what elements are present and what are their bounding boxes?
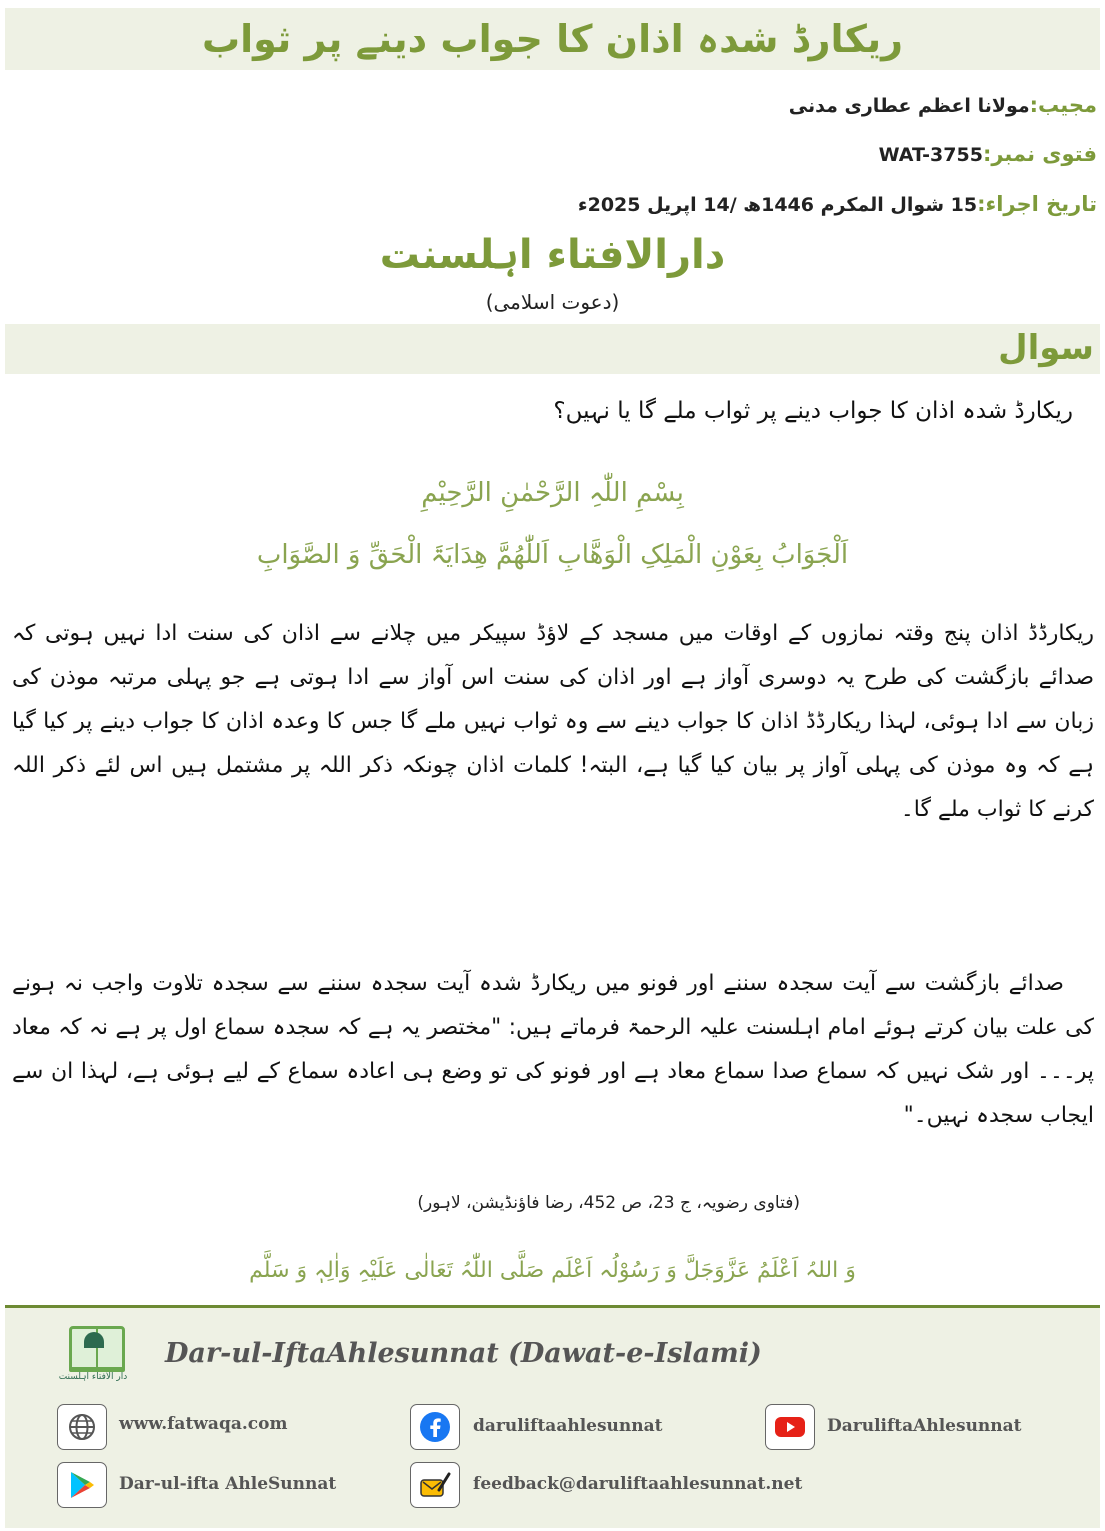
play-store-link[interactable]: Dar-ul-ifta AhleSunnat — [119, 1474, 337, 1494]
website-link[interactable]: www.fatwaqa.com — [119, 1414, 288, 1434]
answer-paragraph-2: صدائے بازگشت سے آیت سجدہ سننے اور فونو میں ریکارڈ شدہ آیت سجدہ سننے سے سجدہ تلاوت واجب نہ ہونے کی علت بیان کرتے ہوئے امام اہلسنت علیہ الرحمۃ فرماتے ہیں: "مختصر یہ ہے کہ سجدہ سماع اول پر ہے نہ کہ معاد پر۔۔۔ اور شک نہیں کہ سماع صدا سماع معاد ہے اور فونو کی تو وضع ہی اعادہ سماع کے لیے ہوئی ہے، لہذا ان سے ایجاب سجدہ نہیں۔" — [12, 971, 1094, 1128]
title-band — [5, 8, 1100, 70]
facebook-icon[interactable] — [410, 1404, 460, 1450]
youtube-icon[interactable] — [765, 1404, 815, 1450]
feedback-mail-icon[interactable] — [410, 1462, 460, 1508]
mujeeb-row — [789, 93, 1097, 117]
fatwa-number-value: WAT-3755 — [878, 144, 983, 166]
bismillah: بِسْمِ اللّٰہِ الرَّحْمٰنِ الرَّحِیْمِ — [421, 478, 684, 508]
mujeeb-value: مولانا اعظم عطاری مدنی — [788, 95, 1030, 117]
website-icon[interactable] — [57, 1404, 107, 1450]
issue-date-value: 15 شوال المکرم 1446ھ /14 اپریل 2025ء — [577, 194, 978, 216]
mujeeb-label: مجیب: — [1029, 93, 1097, 117]
issue-date-row — [578, 192, 1097, 216]
question-text: ریکارڈ شدہ اذان کا جواب دینے پر ثواب ملے گا یا نہیں؟ — [553, 398, 1073, 424]
fatwa-number-row — [879, 142, 1097, 166]
issue-date-label: تاریخ اجراء: — [977, 192, 1097, 216]
youtube-link[interactable]: DaruliftaAhlesunnat — [827, 1416, 1022, 1436]
brand-name: Dar-ul-IftaAhlesunnat (Dawat-e-Islami) — [165, 1338, 762, 1369]
dome-icon — [84, 1332, 104, 1348]
jawab-invocation: اَلْجَوَابُ بِعَوْنِ الْمَلِکِ الْوَھَّابِ اَللّٰھُمَّ ھِدَایَۃَ الْحَقِّ وَ الصَّوَابِ — [256, 540, 849, 570]
dar-ul-ifta-logo — [47, 1322, 139, 1392]
question-heading: سوال — [998, 328, 1094, 368]
organization-subtitle: (دعوت اسلامی) — [485, 290, 620, 314]
page-title: ریکارڈ شدہ اذان کا جواب دینے پر ثواب — [201, 17, 904, 61]
feedback-email-link[interactable]: feedback@daruliftaahlesunnat.net — [473, 1474, 803, 1494]
organization-name: دارالافتاء اہلسنت — [379, 232, 726, 278]
question-section-band — [5, 324, 1100, 374]
footer — [5, 1305, 1100, 1528]
citation-reference: (فتاوی رضویہ، ج 23، ص 452، رضا فاؤنڈیشن، لاہور) — [417, 1193, 800, 1213]
closing-invocation: وَ اللہُ اَعْلَمُ عَزَّوَجَلَّ وَ رَسُوْلُہ اَعْلَم صَلَّی اللّٰہُ تَعَالٰی عَلَیْہِ وَاٰلِہٖ وَ سَلَّم — [249, 1258, 856, 1283]
answer-paragraph-1: ریکارڈڈ اذان پنج وقتہ نمازوں کے اوقات میں مسجد کے لاؤڈ سپیکر میں چلانے سے اذان کی سنت ادا نہیں ہوتی کہ صدائے بازگشت کی طرح یہ دوسری آواز ہے اور اذان کی سنت اس آواز سے ادا ہوتی ہے جو پہلی مرتبہ موذن کی زبان سے ادا ہوئی، لہذا ریکارڈڈ اذان کا جواب دینے سے وہ ثواب نہیں ملے گا جس کا وعدہ اذان کا جواب دینے پر کیا گیا ہے کہ وہ موذن کی پہلی آواز پر بیان کیا گیا ہے، البتہ! کلمات اذان چونکہ ذکر اللہ پر مشتمل ہیں اس لئے ذکر اللہ کرنے کا ثواب ملے گا۔ — [12, 621, 1094, 822]
fatwa-number-label: فتوی نمبر: — [982, 142, 1097, 166]
play-store-icon[interactable] — [57, 1462, 107, 1508]
logo-caption: دار الافتاء اہلسنت — [58, 1372, 128, 1382]
facebook-link[interactable]: daruliftaahlesunnat — [473, 1416, 663, 1436]
